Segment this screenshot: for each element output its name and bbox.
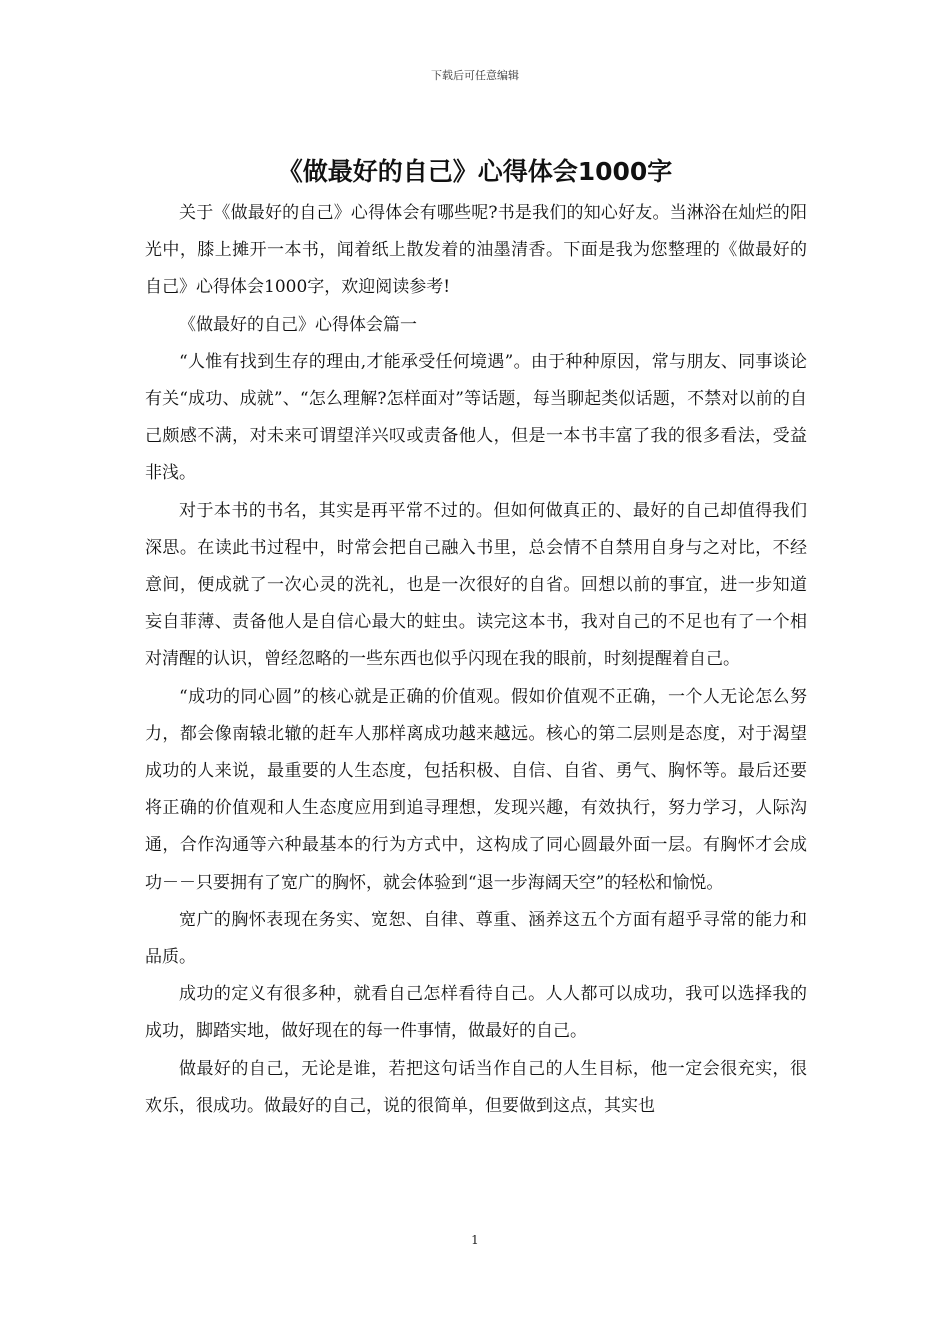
page-header: 下载后可任意编辑 [431, 69, 519, 82]
paragraph: “人惟有找到生存的理由,才能承受任何境遇”。由于种种原因，常与朋友、同事谈论有关“成功、成就”、“怎么理解?怎样面对”等话题，每当聊起类似话题，不禁对以前的自己颇感不满，对未来可谓望洋兴叹或责备他人，但是一本书丰富了我的很多看法，受益非浅。 [145, 351, 807, 484]
document-body [145, 195, 807, 1125]
paragraph: 做最好的自己，无论是谁，若把这句话当作自己的人生目标，他一定会很充实，很欢乐，很成功。做最好的自己，说的很简单，但要做到这点，其实也 [145, 1058, 807, 1116]
paragraph-intro: 关于《做最好的自己》心得体会有哪些呢?书是我们的知心好友。当淋浴在灿烂的阳光中，膝上摊开一本书，闻着纸上散发着的油墨清香。下面是我为您整理的《做最好的自己》心得体会1000字，欢迎阅读参考! [145, 203, 807, 298]
document-title: 《做最好的自己》心得体会1000字 [277, 157, 673, 186]
section-heading: 《做最好的自己》心得体会篇一 [179, 314, 417, 335]
paragraph: 对于本书的书名，其实是再平常不过的。但如何做真正的、最好的自己却值得我们深思。在读此书过程中，时常会把自己融入书里，总会情不自禁用自身与之对比，不经意间，便成就了一次心灵的洗礼，也是一次很好的自省。回想以前的事宜，进一步知道妄自菲薄、责备他人是自信心最大的蛀虫。读完这本书，我对自己的不足也有了一个相对清醒的认识，曾经忽略的一些东西也似乎闪现在我的眼前，时刻提醒着自己。 [145, 500, 807, 670]
paragraph: 成功的定义有很多种，就看自己怎样看待自己。人人都可以成功，我可以选择我的成功，脚踏实地，做好现在的每一件事情，做最好的自己。 [145, 984, 807, 1042]
page-number: 1 [471, 1233, 479, 1247]
paragraph: 宽广的胸怀表现在务实、宽恕、自律、尊重、涵养这五个方面有超乎寻常的能力和品质。 [145, 909, 807, 968]
paragraph: “成功的同心圆”的核心就是正确的价值观。假如价值观不正确，一个人无论怎么努力，都会像南辕北辙的赶车人那样离成功越来越远。核心的第二层则是态度，对于渴望成功的人来说，最重要的人生态度，包括积极、自信、自省、勇气、胸怀等。最后还要将正确的价值观和人生态度应用到追寻理想，发现兴趣，有效执行，努力学习，人际沟通，合作沟通等六种最基本的行为方式中，这构成了同心圆最外面一层。有胸怀才会成功－－只要拥有了宽广的胸怀，就会体验到“退一步海阔天空”的轻松和愉悦。 [145, 686, 807, 893]
